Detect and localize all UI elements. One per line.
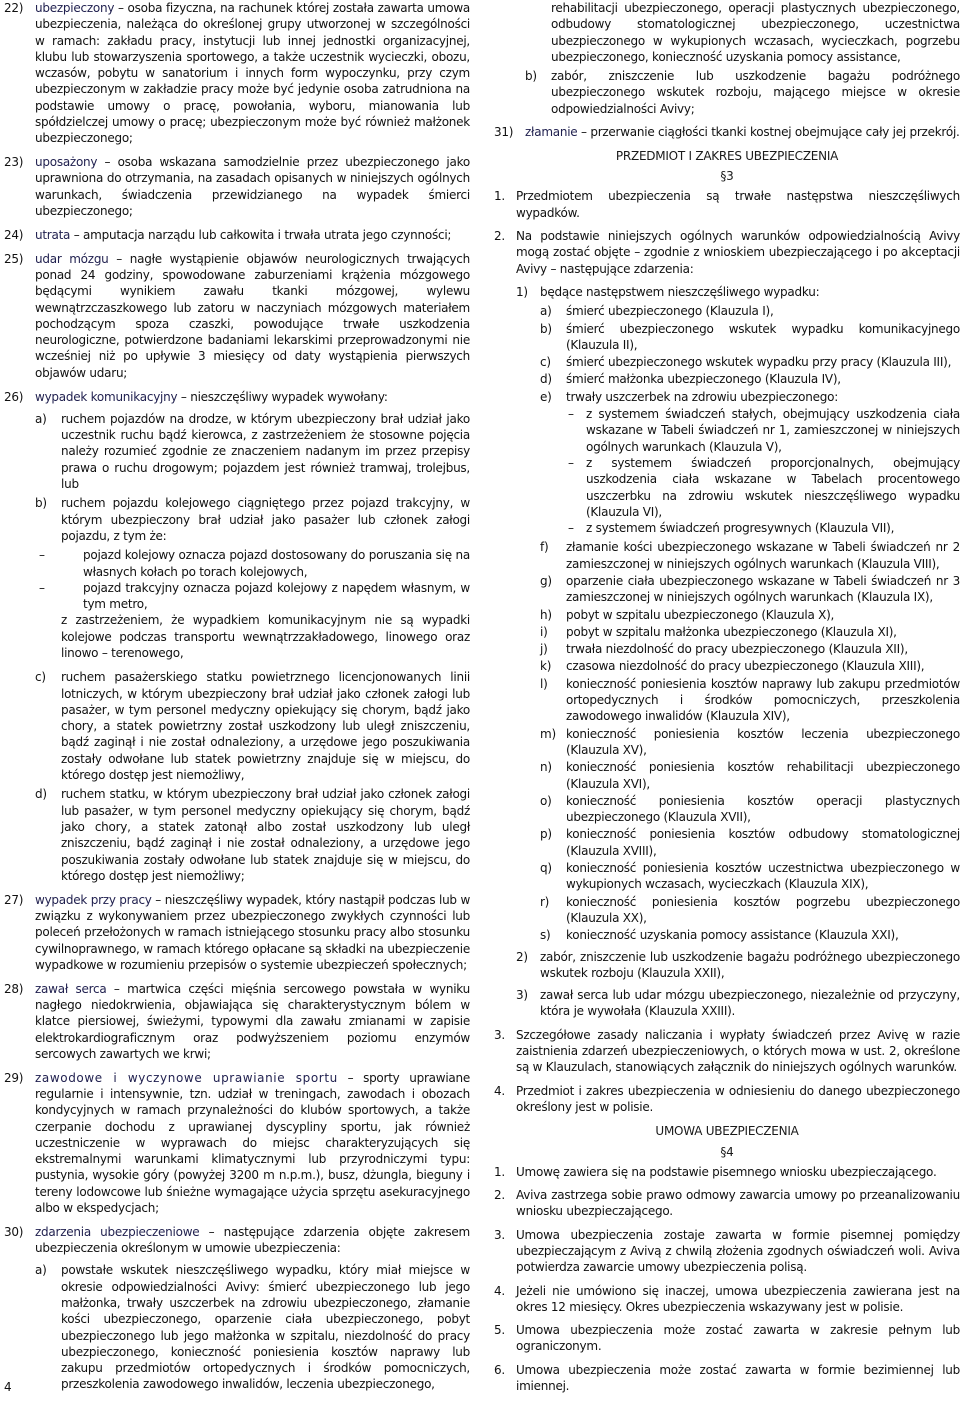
section-4-point: 1. Umowę zawiera się na podstawie pisemnego wniosku ubezpieczającego. — [494, 1164, 937, 1179]
list-item: c) śmierć ubezpieczonego wskutek wypadku przy pracy (Klauzula III), — [540, 355, 952, 370]
right-column — [494, 0, 960, 1401]
list-item: k) czasowa niezdolność do pracy ubezpieczonego (Klauzula XIII), — [540, 659, 925, 674]
section-4-point: 4. Jeżeli nie umówiono się inaczej, umowa ubezpieczenia zawierana jest na okres 12 miesięcy. Okres ubezpieczenia wskazywany jest w polisie. — [494, 1283, 960, 1314]
definition-26-item-b: b) ruchem pojazdu kolejowego ciągniętego przez pojazd trakcyjny, w którym ubezpieczony brał udział jako pasażer lub członek załogi pojazdu, z tym że: — [35, 496, 470, 543]
list-item: h) pobyt w szpitalu ubezpieczonego (Klauzula X), — [540, 607, 835, 622]
section-3-subpoint-2: 2) zabór, zniszczenie lub uszkodzenie bagażu podróżnego ubezpieczonego wskutek rozboju (Klauzula XXII), — [516, 949, 960, 980]
section-3-subpoint-1: 1) będące następstwem nieszczęśliwego wypadku: — [516, 284, 820, 299]
list-item: s) konieczność uzyskania pomocy assistance (Klauzula XXI), — [540, 928, 899, 943]
list-item: n) konieczność poniesienia kosztów rehabilitacji ubezpieczonego (Klauzula XVI), — [540, 760, 960, 791]
list-item: g) oparzenie ciała ubezpieczonego wskazane w Tabeli świadczeń nr 3 zamieszczonej w niniejszych ogólnych warunkach (Klauzula IX), — [540, 574, 960, 605]
list-item: j) trwała niezdolność do pracy ubezpieczonego (Klauzula XII), — [540, 642, 908, 657]
term: zdarzenia ubezpieczeniowe — [35, 1224, 200, 1239]
definition-30-item-a-continued: rehabilitacji ubezpieczonego, operacji plastycznych ubezpieczonego, odbudowy stomatologicznej ubezpieczonego, uczestnictwa ubezpieczonego w wykupionych wczasach, wycieczkach, pogrzebu ubezpieczonego, konieczność uzyskania pomocy assistance, — [551, 1, 960, 64]
definition-26-item-c: c) ruchem pasażerskiego statku powietrznego licencjonowanych linii lotniczych, w którym ubezpieczony brał udział jako członek załogi lub pasażer, w tym personel medyczny opiekujący się chorym, bądź jako chory, a statek powietrzny został uszkodzony lub uległ zniszczeniu, bądź zaginął i nie został odnaleziony, a urzędowe jego poszukiwania zostały odwołane lub statek powietrzny znajduje się w miejscu, do którego dostęp jest niemożliwy, — [35, 670, 470, 783]
section-3-subpoint-3: 3) zawał serca lub udar mózgu ubezpieczonego, niezależnie od przyczyny, która je wywołała (Klauzula XXIII). — [516, 988, 960, 1019]
dash-item: – z systemem świadczeń proporcjonalnych, obejmujący uszkodzenia ciała wskazane w Tabelach procentowego uszczerbku na zdrowiu wskutek nieszczęśliwego wypadku (Klauzula VI), — [568, 455, 960, 519]
list-item: r) konieczność poniesienia kosztów pogrzebu ubezpieczonego (Klauzula XX), — [540, 894, 960, 925]
term: złamanie — [525, 125, 578, 140]
list-item: o) konieczność poniesienia kosztów operacji plastycznych ubezpieczonego (Klauzula XVII), — [540, 793, 960, 825]
definition-29: 29) zawodowe i wyczynowe uprawianie sportu – sporty uprawiane regularnie i intensywnie, tzn. udział w treningach, zawodach i obozach kondycyjnych w ramach przynależności do klubów sportowych, a także czerpanie dochodu z uprawianej dyscypliny sportu, jak również uczestniczenie w wyprawach do miejsc charakteryzujących się ekstremalnymi warunkami klimatycznymi lub przyrodniczymi typu: pustynia, wysokie góry (powyżej 3200 m n.p.m.), busz, dżungla, bieguny i tereny lodowcowe lub śnieżne wymagające użycia sprzętu asekuracyjnego albo w ekspedycjach; — [4, 1070, 470, 1215]
definition-27: 27) wypadek przy pracy – nieszczęśliwy wypadek, który nastąpił podczas lub w związku z wykonywaniem przez ubezpieczonego zwykłych czynności lub poleceń przełożonych w ramach istniejącego stosunku pracy albo stosunku cywilnoprawnego, w ramach którego opłacane są składki na ubezpieczenie wypadkowe w rozumieniu przepisów o systemie ubezpieczeń społecznych; — [4, 892, 471, 972]
term: wypadek komunikacyjny — [35, 389, 178, 404]
section-4-point: 2. Aviva zastrzega sobie prawo odmowy zawarcia umowy po przeanalizowaniu wniosku ubezpieczającego. — [494, 1188, 960, 1219]
definition-26-dash-1: – pojazd kolejowy oznacza pojazd dostosowany do poruszania się na własnych kołach po torach kolejowych, — [39, 548, 470, 579]
definition-26-item-d: d) ruchem statku, w którym ubezpieczony brał udział jako członek załogi lub pasażer, w tym personel medyczny opiekujący się chorym, bądź jako chory, a statek zatonął albo został uszkodzony lub uległ zniszczeniu, bądź zaginął i nie został odnaleziony, a urzędowe jego poszukiwania zostały odwołane lub statek znajduje się w miejscu, do którego dostęp jest niemożliwy; — [35, 787, 470, 883]
section-4-point: 5. Umowa ubezpieczenia może zostać zawarta w zakresie pełnym lub ograniczonym. — [494, 1323, 960, 1354]
list-item: p) konieczność poniesienia kosztów odbudowy stomatologicznej (Klauzula XVIII), — [540, 827, 960, 858]
term: zawał serca — [35, 981, 107, 996]
section-4-title: UMOWA UBEZPIECZENIA — [655, 1124, 799, 1139]
list-item: q) konieczność poniesienia kosztów uczestnictwa ubezpieczonego w wykupionych wczasach, wycieczkach (Klauzula XIX), — [540, 861, 960, 892]
term: ubezpieczony — [35, 1, 115, 15]
definition-30: 30) zdarzenia ubezpieczeniowe – następujące zdarzenia objęte zakresem ubezpieczenia określonym w umowie ubezpieczenia: a) powstałe wskutek nieszczęśliwego wypadku, który miał miejsce w okresie odpowiedzialności Avivy: śmierć ubezpieczonego lub jego małżonka, trwały uszczerbek na zdrowiu ubezpieczonego, złamanie kości ubezpieczonego, oparzenie ciała ubezpieczonego, pobyt ubezpieczonego lub jego małżonka w szpitalu, niezdolność do pracy ubezpieczonego, konieczność poniesienia kosztów naprawy lub zakupu przedmiotów ortopedycznych i środków pomocniczych, przeszkolenia zawodowego inwalidów, leczenia ubezpieczonego, — [4, 1224, 470, 1392]
section-4-paragraph-sign: §4 — [720, 1144, 734, 1159]
list-item: d) śmierć małżonka ubezpieczonego (Klauzula IV), — [540, 372, 841, 387]
left-column — [4, 0, 470, 1400]
definition-26-b-tail: z zastrzeżeniem, że wypadkiem komunikacyjnym nie są wypadki kolejowe podczas transportu wewnątrzzakładowego, linowego oraz linowo – terenowego, — [61, 613, 470, 660]
section-3-point-1: 1. Przedmiotem ubezpieczenia są trwałe następstwa nieszczęśliwych wypadków. — [494, 189, 960, 220]
section-3-point-3: 3. Szczegółowe zasady naliczania i wypłaty świadczeń przez Avivę w razie zaistnienia zdarzeń ubezpieczeniowych, o których mowa w ust. 2, określone są w Klauzulach, stanowiących załącznik do niniejszych ogólnych warunków. — [494, 1027, 960, 1075]
definition-30-item-a: a) powstałe wskutek nieszczęśliwego wypadku, który miał miejsce w okresie odpowiedzialności Avivy: śmierć ubezpieczonego lub jego małżonka, trwały uszczerbek na zdrowiu ubezpieczonego, złamanie kości ubezpieczonego, oparzenie ciała ubezpieczonego, pobyt ubezpieczonego lub jego małżonka w szpitalu, niezdolność do pracy ubezpieczonego, konieczność poniesienia kosztów naprawy lub zakupu przedmiotów ortopedycznych i środków pomocniczych, przeszkolenia zawodowego inwalidów, leczenia ubezpieczonego, — [35, 1263, 470, 1392]
list-item: b) śmierć ubezpieczonego wskutek wypadku komunikacyjnego (Klauzula II), — [540, 321, 960, 352]
section-3-point-4: 4. Przedmiot i zakres ubezpieczenia w odniesieniu do danego ubezpieczonego określony jest w polisie. — [494, 1083, 960, 1114]
term: uposażony — [35, 155, 98, 170]
definition-23: 23) uposażony – osoba wskazana samodzielnie przez ubezpieczonego jako uprawniona do otrzymania, na zasadach opisanych w niniejszych ogólnych warunkach, świadczenia przewidzianego na wypadek śmierci ubezpieczonego; — [4, 155, 470, 219]
definition-26: 26) wypadek komunikacyjny – nieszczęśliwy wypadek wywołany: a) ruchem pojazdów na drodze, w którym ubezpieczony brał udział jako uczestnik ruchu bądź kierowca, z zastrzeżeniem że stosowne pojęcia należy rozumieć zgodnie ze znaczeniem nadanym im przez przepisy prawa o ruchu drogowym; pojazdem jest również tramwaj, trolejbus, lub b) ruchem pojazdu kolejowego ciągniętego przez pojazd trakcyjny, w którym ubezpieczony brał udział jako pasażer lub członek załogi pojazdu, z tym że: – pojazd kolejowy oznacza pojazd dostosowany do poruszania się na własnych kołach po torach kolejowych, – pojazd trakcyjny oznacza pojazd kolejowy z napędem własnym, w tym metro, z zastrzeżeniem, że wypadkiem komunikacyjnym nie są wypadki kolejowe podczas transportu wewnątrzzakładowego, linowego oraz linowo – terenowego, c) ruchem pasażerskiego statku powietrznego licencjonowanych linii lotniczych, w którym ubezpieczony brał udział jako członek załogi lub pasażer, w tym personel medyczny opiekujący się chorym, bądź jako chory, a statek powietrzny został uszkodzony lub uległ zniszczeniu, bądź zaginął i nie został odnaleziony, a urzędowe jego poszukiwania zostały odwołane lub statek powietrzny znajduje się w miejscu, do którego dostęp jest niemożliwy, d) ruchem statku, w którym ubezpieczony brał udział jako członek załogi lub pasażer, w tym personel medyczny opiekujący się chorym, bądź jako chory, a statek zatonął albo został uszkodzony lub uległ zniszczeniu, bądź zaginął i nie został odnaleziony, a urzędowe jego poszukiwania zostały odwołane lub statek znajduje się w miejscu, do którego dostęp jest niemożliwy; — [4, 389, 470, 883]
term: udar mózgu — [35, 251, 109, 266]
section-4-point: 3. Umowa ubezpieczenia zostaje zawarta w formie pisemnej pomiędzy ubezpieczającym z Avivą z chwilą złożenia zgodnych oświadczeń woli. Aviva potwierdza zawarcie umowy ubezpieczenia polisą. — [494, 1227, 960, 1275]
section-4-point: 6. Umowa ubezpieczenia może zostać zawarta w formie bezimiennej lub imiennej. — [494, 1362, 960, 1394]
term: wypadek przy pracy — [35, 892, 152, 907]
definition-25: 25) udar mózgu – nagłe wystąpienie objawów neurologicznych trwających ponad 24 godziny, spowodowane zaburzeniami krążenia mózgowego będącymi wynikiem zawału tkanki mózgowej, wylewu wewnątrzczaszkowego lub zatoru w naczyniach mózgowych materiałem pochodzącym spoza czaszki, powodujące trwałe uszkodzenia neurologiczne, potwierdzone badaniami lekarskimi przeprowadzonymi nie wcześniej niż po upływie 3 miesięcy od daty wystąpienia pierwszych objawów udaru; — [4, 251, 470, 380]
definition-28: 28) zawał serca – martwica części mięśnia sercowego powstała w wyniku nagłego niedokrwienia, objawiająca się charakterystycznym bólem w klatce piersiowej, świeżymi, typowymi dla zawału zmianami w zapisie elektrokardiograficznym oraz podwyższeniem poziomu enzymów sercowych zawartych we krwi; — [4, 981, 470, 1061]
list-item: e) trwały uszczerbek na zdrowiu ubezpieczonego: — [540, 389, 839, 404]
term: zawodowe i wyczynowe uprawianie sportu — [35, 1070, 338, 1085]
term: utrata — [35, 227, 71, 242]
list-item: i) pobyt w szpitalu małżonka ubezpieczonego (Klauzula XI), — [540, 624, 897, 639]
section-3-paragraph-sign: §3 — [720, 169, 734, 184]
definition-31: 31) złamanie – przerwanie ciągłości tkanki kostnej obejmujące cały jej przekrój. — [494, 125, 960, 140]
list-item: m) konieczność poniesienia kosztów leczenia ubezpieczonego (Klauzula XV), — [540, 726, 960, 757]
page-number: 4 — [4, 1380, 12, 1394]
list-item: a) śmierć ubezpieczonego (Klauzula I), — [540, 304, 774, 319]
definition-26-item-a: a) ruchem pojazdów na drodze, w którym ubezpieczony brał udział jako uczestnik ruchu bądź kierowca, z zastrzeżeniem że stosowne pojęcia należy rozumieć zgodnie ze znaczeniem nadanym im przez przepisy prawa o ruchu drogowym; pojazdem jest również tramwaj, trolejbus, lub — [35, 411, 470, 492]
list-item: f) złamanie kości ubezpieczonego wskazane w Tabeli świadczeń nr 2 zamieszczonej w niniejszych ogólnych warunkach (Klauzula VIII), — [540, 540, 960, 571]
definition-24: 24) utrata – amputacja narządu lub całkowita i trwała utrata jego czynności; — [4, 227, 452, 242]
section-3-title: PRZEDMIOT I ZAKRES UBEZPIECZENIA — [615, 148, 839, 163]
definition-26-dash-2: – pojazd trakcyjny oznacza pojazd kolejowy z napędem własnym, w tym metro, — [39, 580, 470, 612]
dash-item: – z systemem świadczeń progresywnych (Klauzula VII), — [568, 521, 895, 536]
list-item: l) konieczność poniesienia kosztów naprawy lub zakupu przedmiotów ortopedycznych i środków pomocniczych, przeszkolenia zawodowego inwalidów (Klauzula XIV), — [540, 676, 960, 724]
section-3-point-2: 2. Na podstawie niniejszych ogólnych warunków odpowiedzialnością Avivy mogą zostać objęte – zgodnie z wnioskiem ubezpieczającego i po akceptacji Avivy – następujące zdarzenia: — [494, 229, 960, 276]
definition-22: 22) ubezpieczony – osoba fizyczna, na rachunek której została zawarta umowa ubezpieczenia, należąca do określonej grupy utworzonej w szczególności w ramach: zakładu pracy, instytucji lub innej jednostki organizacyjnej, klubu lub stowarzyszenia sportowego, a także uczestnik wycieczki, obozu, wczasów, pobytu w sanatorium i innych form wypoczynku, przy czym ubezpieczonym w zakładzie pracy może być jedynie osoba zatrudniona na podstawie umowy o pracę, powołania, wyboru, mianowania lub spółdzielczej umowy o pracę; ubezpieczonym może być również małżonek ubezpieczonego; — [4, 1, 470, 146]
dash-item: – z systemem świadczeń stałych, obejmujący uszkodzenia ciała wskazane w Tabeli świadczeń nr 1, zamieszczonej w niniejszych ogólnych warunkach (Klauzula V), — [568, 407, 960, 454]
definition-30-item-b: b) zabór, zniszczenie lub uszkodzenie bagażu podróżnego ubezpieczonego wskutek rozboju, mającego miejsce w okresie odpowiedzialności Avivy; — [525, 69, 960, 116]
